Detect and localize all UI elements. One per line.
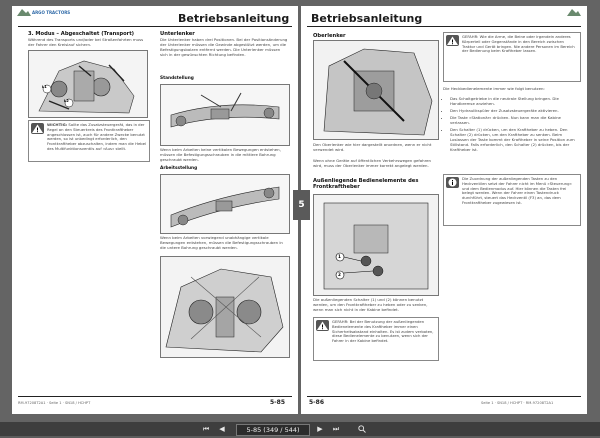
argo-logo-icon xyxy=(17,8,31,16)
warning-box xyxy=(28,120,150,162)
warning-icon xyxy=(31,123,44,134)
unterlenker-heading: Unterlenker xyxy=(160,31,195,37)
fig-label-l2: L2 xyxy=(64,99,69,103)
next-page-icon[interactable]: ▶ xyxy=(317,425,323,433)
arbeitsstellung-heading: Arbeitsstellung xyxy=(160,166,198,171)
figure-transport-mode xyxy=(28,50,148,118)
figure-oberlenker xyxy=(313,40,439,140)
figure-external-controls xyxy=(313,194,439,296)
list-item: • Den Schalter (1) drücken, um den Kraftheber zu heben. Den Schalter (2) drücken, um den Kraftheber zu senken. Beim Loslassen der Taste kommt der Kraftheber in seine Position zum Stillstand. Falls erforderlich, den Schalter (2) drücken, bis der Kraftheber ist. xyxy=(450,127,578,152)
info-icon xyxy=(446,177,459,188)
intro-text: Während des Transports und/oder bei Straßenfahrten muss der Fahrer den Kreislauf sichern. xyxy=(28,37,144,47)
fig-label-2: 2 xyxy=(338,272,341,277)
procedure-list xyxy=(443,96,578,154)
fig-label-1: 1 xyxy=(338,254,341,259)
danger-icon xyxy=(446,35,459,46)
page-title: Betriebsanleitung xyxy=(178,12,290,25)
danger-text-bottom: GEFAHR: Bei der Benutzung der außenliegenden Bedienelemente des Kraftheber immer einen Sicherheitsabstand einhalten. Es ist zudem verboten, diese Bedienelemente zu benutzen, wenn sich der Fahrer in der Kabine befindet. xyxy=(332,319,434,344)
danger-box-bottom xyxy=(313,317,439,361)
danger-text-top: GEFAHR: Wie die Arme, die Beine oder irgendein anderes Körperteil oder Gegenstände in den Bereich zwischen Traktor und Gerät bringen. Nie andere Personen im Bereich der Bedienung beim Kraftheber lassen. xyxy=(462,34,575,54)
bullets-intro: Die Heckbedienelemente immer wie folgt benutzen: xyxy=(443,86,545,91)
bedien-heading: Außenliegende Bedienelemente des Frontkraftheber xyxy=(313,178,419,190)
viewer-toolbar xyxy=(0,422,600,436)
page-right xyxy=(301,6,587,414)
page-title: Betriebsanleitung xyxy=(311,12,423,25)
page-number-field[interactable]: 5-85 (349 / 544) xyxy=(236,424,310,436)
zoom-icon[interactable] xyxy=(356,422,368,436)
section-heading: 3. Modus – Abgeschaltet (Transport) xyxy=(28,31,135,37)
figure-standstellung xyxy=(160,84,290,146)
section-tab: 5 xyxy=(293,190,310,220)
list-item: • Den Hydraulikspüler der Zusatzsteuergeräte aktivieren. xyxy=(450,108,578,113)
figure-front-hitch xyxy=(160,256,290,358)
footer-right-text: Seite 1 · SN18 / HCHPT · RM-97208T2A1 xyxy=(481,401,554,405)
footer-divider xyxy=(307,396,581,397)
page-number-left: 5-85 xyxy=(270,399,286,406)
fig-label-l1: L1 xyxy=(42,85,47,89)
arbeitsstellung-text: Wenn beim Arbeiten vorwiegend unabhängige vertikale Bewegungen entstehen, müssen die Befestigungsschrauben in die untere Bohrung geschraubt werden. xyxy=(160,235,283,250)
footer-divider xyxy=(18,396,292,397)
figure-arbeitsstellung xyxy=(160,174,290,234)
page-left xyxy=(12,6,298,414)
danger-box-top xyxy=(443,32,581,82)
info-text: Die Zuordnung der außenliegenden Tasten zu den Heckventilen setzt der Fahrer nicht im Menü »Steuerung« und dem Bedienmodus auf. Hier können die Tasten frei belegt werden. Wenn der Fahrer einen Tastendruck durchführt, steuert das Heckventil (F3) an, das dem Frontkraftheber zugewiesen ist. xyxy=(462,176,572,205)
footer-left-text: RM-97208T2A1 · Seite 1 · SN18 / HCHPT xyxy=(18,401,91,405)
list-item: • Die Taste »Stationär« drücken. Nun kann man die Kabine verlassen. xyxy=(450,115,578,125)
info-box xyxy=(443,174,581,226)
argo-logo-icon xyxy=(567,8,581,16)
list-item: • Das Schaltgetriebe in die neutrale Stellung bringen. Die Handbremse anziehen. xyxy=(450,96,578,106)
warning-text: Sollte das Zusatzsteuergerät, das in der Regel an den Steuerkreis des Frontkraftheber angeschlossen ist, auch für andere Zwecke benutzt werden, so ist unbedingt erforderlich, den Frontkraftheber abzuschalten, indem man die Hebel des Multifunktionsventils auf »Aus« stellt. xyxy=(47,122,147,151)
prev-page-icon[interactable]: ◀ xyxy=(219,425,225,433)
unterlenker-text: Die Unterlenker haben drei Positionen. Bei der Positionsänderung der Unterlenker müssen die Gewinde abgestützt werden, um die Befestigungsbolzen entfernt werden. Die Unterlenker müssen sich in der gewünschten Richtung befinden. xyxy=(160,37,288,57)
danger-icon xyxy=(316,320,329,331)
first-page-icon[interactable]: ⏮ xyxy=(202,425,210,433)
standstellung-text: Wenn beim Arbeiten keine vertikalen Bewegungen entstehen, müssen die Befestigungsschrauben in die mittlere Bohrung geschraubt werden. xyxy=(160,147,281,162)
page-number-right: 5-86 xyxy=(309,399,325,406)
standstellung-heading: Standstellung xyxy=(160,76,194,81)
oberlenker-heading: Oberlenker xyxy=(313,33,346,39)
warning-label: WICHTIG: xyxy=(47,122,68,127)
last-page-icon[interactable]: ⏭ xyxy=(332,425,340,433)
oberlenker-text-2: Wenn ohne Geräte auf öffentlichen Verkehrswegen gefahren wird, muss der Oberlenker immer korrekt angelegt werden. xyxy=(313,158,431,168)
bedien-text: Die außenliegenden Schalter (1) und (2) können benutzt werden, um den Frontkraftheber zu heben oder zu senken, wenn man sich nicht in der Kabine befindet. xyxy=(313,297,428,312)
header-divider xyxy=(18,26,292,27)
header-divider xyxy=(307,26,581,27)
brand-name: ARGO TRACTORS xyxy=(32,10,71,15)
oberlenker-text: Den Oberlenker wie hier dargestellt anordnen, wenn er nicht verwendet wird. xyxy=(313,142,432,152)
